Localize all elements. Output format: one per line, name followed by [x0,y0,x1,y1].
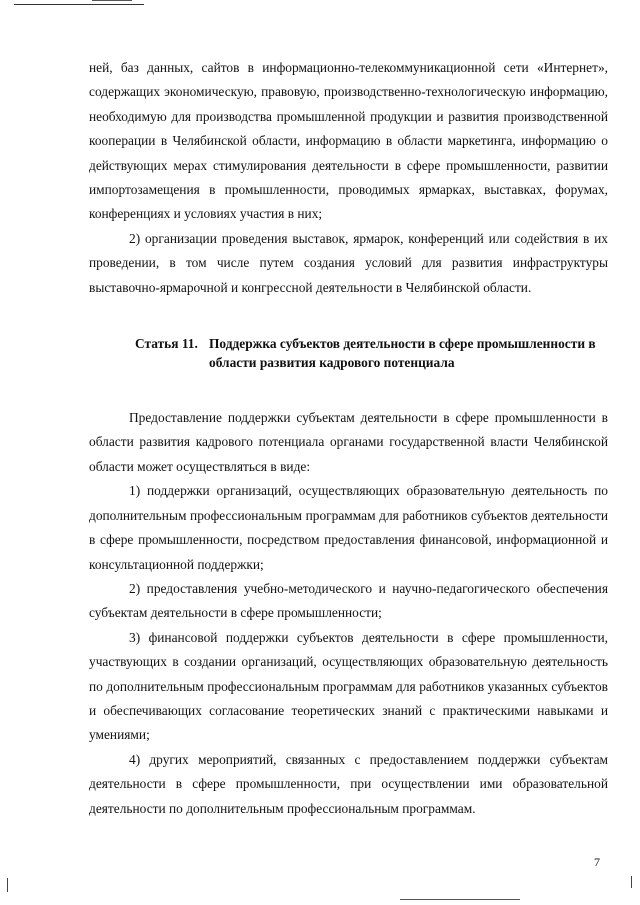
scan-edge-mark-left [7,878,8,892]
scan-edge-line-bottom [400,899,520,900]
paragraph-item-1: 1) поддержки организаций, осуществляющих образовательную деятельность по дополнительным профессиональным программам для работников субъектов деятельности в сфере промышленности, посредством предоставления финансовой, информационной и консультационной поддержки; [89,483,608,572]
article-heading [89,334,608,372]
paragraph-item-2: 2) организации проведения выставок, ярмарок, конференций или содействия в их проведении, в том числе путем создания условий для развития инфраструктуры выставочно-ярмарочной и конгрессной деятельности в Челябинской области. [89,230,608,295]
article-number: Статья 11. [135,336,198,352]
paragraph-intro: Предоставление поддержки субъектам деятельности в сфере промышленности в области развития кадрового потенциала органами государственной власти Челябинской области может осуществляться в виде: [89,410,608,474]
page-number: 7 [594,855,600,869]
paragraph-item-4: 4) других мероприятий, связанных с предоставлением поддержки субъектам деятельности в сфере промышленности, при осуществлении ими образовательной деятельности по дополнительным профессиональным программам. [89,751,608,816]
paragraph-continuation: ней, баз данных, сайтов в информационно-телекоммуникационной сети «Интернет», содержащих экономическую, правовую, производственно-технологическую информацию, необходимую для производства промышленной продукции и развития производственной кооперации в Челябинской области, информацию в области маркетинга, информацию о действующих мерах стимулирования деятельности в сфере промышленности, развитии импортозамещения в промышленности, проводимых ярмарках, выставках, форумах, конференциях и условиях участия в них; [89,60,608,222]
document-page [89,56,608,821]
scan-edge-line-top-short [92,0,132,1]
article-title: Поддержка субъектов деятельности в сфере промышленности в области развития кадрового потенциала [209,336,596,371]
paragraph-item-2: 2) предоставления учебно-методического и научно-педагогического обеспечения субъектам деятельности в сфере промышленности; [89,580,608,621]
scan-edge-line-top [14,4,144,5]
paragraph-item-3: 3) финансовой поддержки субъектов деятельности в сфере промышленности, участвующих в создании организаций, осуществляющих образовательную деятельность по дополнительным профессиональным программам для работников указанных субъектов и обеспечивающих согласование теоретических знаний с практическими навыками и умениями; [89,629,608,743]
scan-edge-mark-right [631,876,632,888]
